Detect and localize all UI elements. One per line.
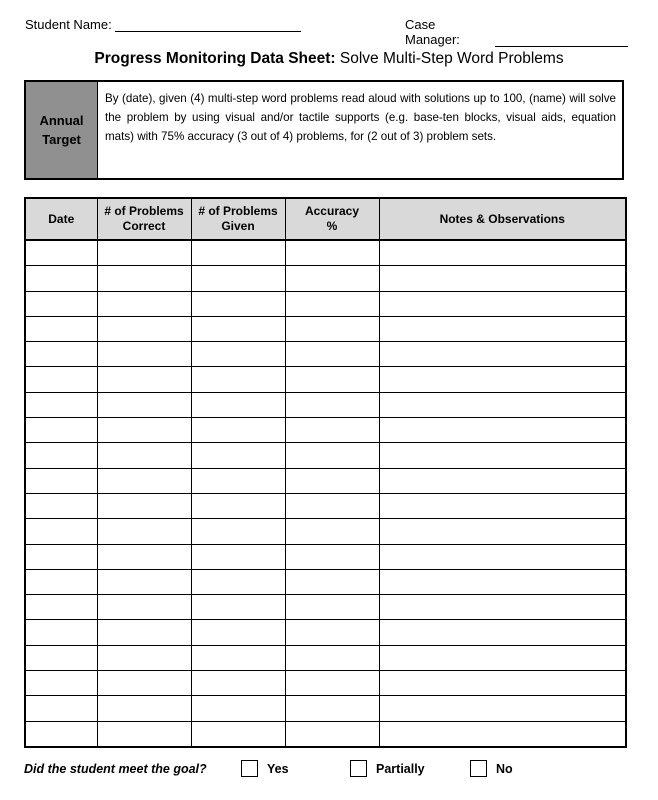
- cell-notes[interactable]: [379, 595, 626, 620]
- cell-notes[interactable]: [379, 443, 626, 468]
- cell-notes[interactable]: [379, 291, 626, 316]
- cell-problems-correct[interactable]: [97, 721, 191, 747]
- cell-date[interactable]: [25, 291, 97, 316]
- cell-accuracy[interactable]: [285, 316, 379, 341]
- header-row: [25, 17, 628, 47]
- cell-date[interactable]: [25, 316, 97, 341]
- cell-problems-given[interactable]: [191, 418, 285, 443]
- cell-problems-given[interactable]: [191, 721, 285, 747]
- table-row: [25, 696, 626, 721]
- cell-date[interactable]: [25, 569, 97, 594]
- cell-problems-given[interactable]: [191, 696, 285, 721]
- cell-accuracy[interactable]: [285, 443, 379, 468]
- cell-date[interactable]: [25, 367, 97, 392]
- cell-problems-given[interactable]: [191, 266, 285, 291]
- cell-accuracy[interactable]: [285, 569, 379, 594]
- table-row: [25, 316, 626, 341]
- cell-notes[interactable]: [379, 392, 626, 417]
- cell-date[interactable]: [25, 240, 97, 266]
- cell-problems-given[interactable]: [191, 645, 285, 670]
- table-row: [25, 443, 626, 468]
- annual-target-label: [26, 82, 98, 178]
- cell-problems-given[interactable]: [191, 671, 285, 696]
- case-manager-line[interactable]: [495, 32, 628, 47]
- cell-accuracy[interactable]: [285, 468, 379, 493]
- cell-problems-given[interactable]: [191, 367, 285, 392]
- table-row: [25, 671, 626, 696]
- cell-problems-given[interactable]: [191, 291, 285, 316]
- cell-date[interactable]: [25, 595, 97, 620]
- student-name-label: Student Name:: [25, 17, 112, 32]
- cell-problems-correct[interactable]: [97, 468, 191, 493]
- cell-date[interactable]: [25, 468, 97, 493]
- cell-problems-given[interactable]: [191, 620, 285, 645]
- option-no-label: No: [496, 761, 513, 776]
- column-header-problems-given: # of Problems Given: [191, 198, 285, 240]
- annual-target-label-line1: Annual: [39, 113, 84, 128]
- cell-problems-given[interactable]: [191, 569, 285, 594]
- cell-accuracy[interactable]: [285, 392, 379, 417]
- table-row: [25, 266, 626, 291]
- column-header-notes: Notes & Observations: [379, 198, 626, 240]
- cell-accuracy[interactable]: [285, 342, 379, 367]
- table-row: [25, 721, 626, 747]
- option-partially-label: Partially: [376, 761, 425, 776]
- data-table: [24, 197, 627, 748]
- cell-date[interactable]: [25, 392, 97, 417]
- cell-date[interactable]: [25, 544, 97, 569]
- cell-problems-correct[interactable]: [97, 240, 191, 266]
- cell-notes[interactable]: [379, 519, 626, 544]
- title-bold: Progress Monitoring Data Sheet:: [94, 50, 336, 67]
- cell-problems-correct[interactable]: [97, 493, 191, 518]
- partially-checkbox[interactable]: [350, 760, 367, 777]
- cell-accuracy[interactable]: [285, 418, 379, 443]
- annual-target-label-line2: Target: [42, 132, 81, 147]
- yes-checkbox[interactable]: [241, 760, 258, 777]
- cell-accuracy[interactable]: [285, 595, 379, 620]
- cell-problems-correct[interactable]: [97, 367, 191, 392]
- annual-target-text: By (date), given (4) multi-step word problems read aloud with solutions up to 100, (name) will solve the problem by using visual and/or tactile supports (e.g. base-ten blocks, visual aids, equation mats) with 75% accuracy (3 out of 4) problems, for (2 out of 3) problem sets.: [105, 92, 616, 143]
- cell-date[interactable]: [25, 671, 97, 696]
- column-header-date: Date: [25, 198, 97, 240]
- annual-target-box: [24, 80, 624, 180]
- cell-notes[interactable]: [379, 569, 626, 594]
- cell-problems-correct[interactable]: [97, 342, 191, 367]
- column-header-accuracy: Accuracy %: [285, 198, 379, 240]
- cell-date[interactable]: [25, 418, 97, 443]
- table-body: [25, 240, 626, 747]
- cell-notes[interactable]: [379, 721, 626, 747]
- cell-notes[interactable]: [379, 266, 626, 291]
- cell-notes[interactable]: [379, 671, 626, 696]
- cell-accuracy[interactable]: [285, 367, 379, 392]
- table-row: [25, 519, 626, 544]
- cell-date[interactable]: [25, 721, 97, 747]
- cell-problems-correct[interactable]: [97, 316, 191, 341]
- cell-problems-correct[interactable]: [97, 418, 191, 443]
- cell-accuracy[interactable]: [285, 291, 379, 316]
- option-partially[interactable]: [350, 760, 425, 777]
- cell-problems-given[interactable]: [191, 316, 285, 341]
- table-row: [25, 392, 626, 417]
- cell-problems-given[interactable]: [191, 443, 285, 468]
- cell-problems-given[interactable]: [191, 240, 285, 266]
- table-row: [25, 569, 626, 594]
- cell-notes[interactable]: [379, 418, 626, 443]
- cell-date[interactable]: [25, 266, 97, 291]
- cell-notes[interactable]: [379, 696, 626, 721]
- cell-date[interactable]: [25, 443, 97, 468]
- cell-notes[interactable]: [379, 342, 626, 367]
- cell-problems-given[interactable]: [191, 595, 285, 620]
- table-row: [25, 291, 626, 316]
- cell-accuracy[interactable]: [285, 266, 379, 291]
- cell-problems-correct[interactable]: [97, 443, 191, 468]
- title-rest: Solve Multi-Step Word Problems: [339, 50, 564, 67]
- cell-date[interactable]: [25, 493, 97, 518]
- cell-problems-correct[interactable]: [97, 392, 191, 417]
- goal-question-row: [24, 760, 634, 780]
- table-row: [25, 595, 626, 620]
- cell-problems-given[interactable]: [191, 493, 285, 518]
- cell-problems-given[interactable]: [191, 544, 285, 569]
- cell-problems-correct[interactable]: [97, 645, 191, 670]
- cell-accuracy[interactable]: [285, 645, 379, 670]
- cell-problems-correct[interactable]: [97, 696, 191, 721]
- option-no[interactable]: [470, 760, 513, 777]
- cell-accuracy[interactable]: [285, 493, 379, 518]
- cell-problems-correct[interactable]: [97, 266, 191, 291]
- table-row: [25, 240, 626, 266]
- goal-question: Did the student meet the goal?: [24, 762, 207, 776]
- cell-notes[interactable]: [379, 544, 626, 569]
- cell-accuracy[interactable]: [285, 544, 379, 569]
- cell-notes[interactable]: [379, 316, 626, 341]
- cell-notes[interactable]: [379, 240, 626, 266]
- case-manager-field: [405, 17, 628, 47]
- cell-problems-correct[interactable]: [97, 569, 191, 594]
- table-row: [25, 468, 626, 493]
- cell-accuracy[interactable]: [285, 240, 379, 266]
- table-row: [25, 493, 626, 518]
- table-row: [25, 367, 626, 392]
- cell-notes[interactable]: [379, 367, 626, 392]
- cell-notes[interactable]: [379, 645, 626, 670]
- cell-date[interactable]: [25, 620, 97, 645]
- cell-accuracy[interactable]: [285, 671, 379, 696]
- cell-notes[interactable]: [379, 493, 626, 518]
- page-title: [0, 50, 658, 68]
- option-yes[interactable]: [241, 760, 289, 777]
- cell-date[interactable]: [25, 519, 97, 544]
- cell-problems-given[interactable]: [191, 392, 285, 417]
- cell-problems-given[interactable]: [191, 519, 285, 544]
- cell-accuracy[interactable]: [285, 519, 379, 544]
- student-name-field: [25, 17, 301, 32]
- cell-notes[interactable]: [379, 620, 626, 645]
- cell-problems-correct[interactable]: [97, 291, 191, 316]
- cell-date[interactable]: [25, 696, 97, 721]
- cell-problems-given[interactable]: [191, 342, 285, 367]
- cell-accuracy[interactable]: [285, 620, 379, 645]
- table-row: [25, 418, 626, 443]
- cell-problems-correct[interactable]: [97, 519, 191, 544]
- cell-accuracy[interactable]: [285, 696, 379, 721]
- table-row: [25, 342, 626, 367]
- cell-problems-correct[interactable]: [97, 671, 191, 696]
- no-checkbox[interactable]: [470, 760, 487, 777]
- option-yes-label: Yes: [267, 761, 289, 776]
- cell-date[interactable]: [25, 645, 97, 670]
- table-row: [25, 645, 626, 670]
- table-row: [25, 544, 626, 569]
- table-row: [25, 620, 626, 645]
- cell-problems-correct[interactable]: [97, 620, 191, 645]
- cell-accuracy[interactable]: [285, 721, 379, 747]
- student-name-line[interactable]: [115, 17, 301, 32]
- cell-date[interactable]: [25, 342, 97, 367]
- cell-problems-correct[interactable]: [97, 595, 191, 620]
- table-header-row: [25, 198, 626, 240]
- column-header-problems-correct: # of Problems Correct: [97, 198, 191, 240]
- cell-notes[interactable]: [379, 468, 626, 493]
- case-manager-label: Case Manager:: [405, 17, 460, 47]
- cell-problems-given[interactable]: [191, 468, 285, 493]
- cell-problems-correct[interactable]: [97, 544, 191, 569]
